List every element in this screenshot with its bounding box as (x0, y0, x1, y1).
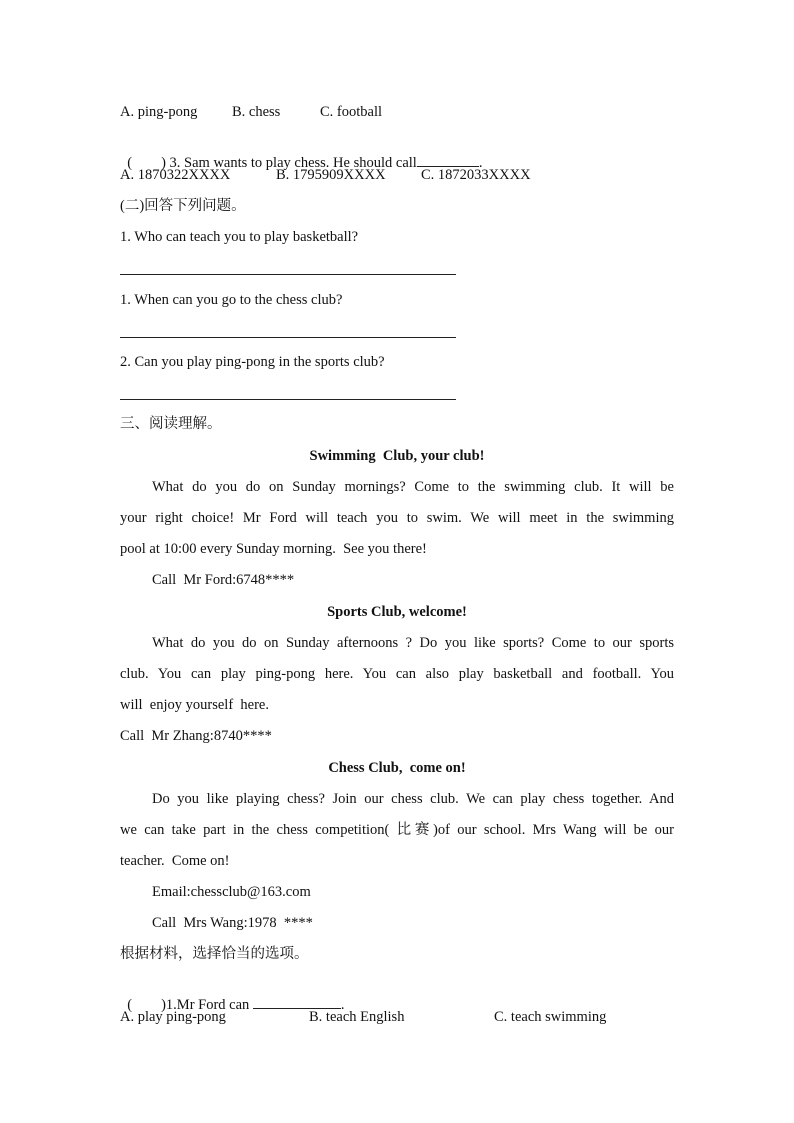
passage-line: your right choice! Mr Ford will teach you to swim. We will meet in the swimming (120, 510, 674, 526)
answer-blank (417, 153, 479, 167)
question: 2. Can you play ping-pong in the sports club? (120, 354, 385, 370)
passage-line: we can take part in the chess competition( 比赛)of our school. Mrs Wang will be our (120, 822, 674, 838)
option-a: A. ping-pong (120, 104, 198, 120)
instruction: 根据材料，选择恰当的选项。 (120, 946, 309, 962)
question-text: 1.Mr Ford can (165, 997, 253, 1013)
passage-line: club. You can play ping-pong here. You can also play basketball and football. You (120, 666, 674, 682)
question: 1. When can you go to the chess club? (120, 292, 343, 308)
section-title: 三、阅读理解。 (120, 416, 222, 432)
question-3: ( ) 3. Sam wants to play chess. He should call . (127, 155, 483, 171)
passage-line: pool at 10:00 every Sunday morning. See you there! (120, 541, 427, 557)
answer-paren: ( ) (127, 997, 166, 1013)
answer-line (120, 337, 456, 338)
option-a: A. 1870322XXXX (120, 167, 231, 183)
option-b: B. teach English (309, 1009, 405, 1025)
passage-title: Swimming Club, your club! (309, 448, 485, 464)
answer-blank (253, 995, 341, 1009)
passage-line: will enjoy yourself here. (120, 697, 269, 713)
passage-line: teacher. Come on! (120, 853, 230, 869)
answer-line (120, 399, 456, 400)
passage-line: What do you do on Sunday mornings? Come to the swimming club. It will be (152, 479, 674, 495)
option-a: A. play ping-pong (120, 1009, 226, 1025)
question: 1. Who can teach you to play basketball? (120, 229, 359, 245)
contact-line: Call Mr Ford:6748**** (152, 572, 295, 588)
option-b: B. chess (232, 104, 281, 120)
option-c: C. football (320, 104, 383, 120)
contact-line: Call Mr Zhang:8740**** (120, 728, 272, 744)
option-c: C. 1872033XXXX (421, 167, 531, 183)
question-1: ( )1.Mr Ford can . (127, 997, 345, 1013)
question-text: 3. Sam wants to play chess. He should call (165, 155, 417, 171)
answer-line (120, 274, 456, 275)
section-title: (二)回答下列问题。 (120, 198, 246, 214)
option-c: C. teach swimming (494, 1009, 607, 1025)
passage-line: What do you do on Sunday afternoons ? Do you like sports? Come to our sports (152, 635, 674, 651)
contact-line: Call Mrs Wang:1978 **** (152, 915, 313, 931)
passage-title: Chess Club, come on! (328, 760, 466, 776)
option-b: B. 1795909XXXX (276, 167, 386, 183)
contact-email: Email:chessclub@163.com (152, 884, 311, 900)
answer-paren: ( ) (127, 155, 166, 171)
passage-line: Do you like playing chess? Join our chess club. We can play chess together. And (152, 791, 674, 807)
passage-title: Sports Club, welcome! (327, 604, 467, 620)
